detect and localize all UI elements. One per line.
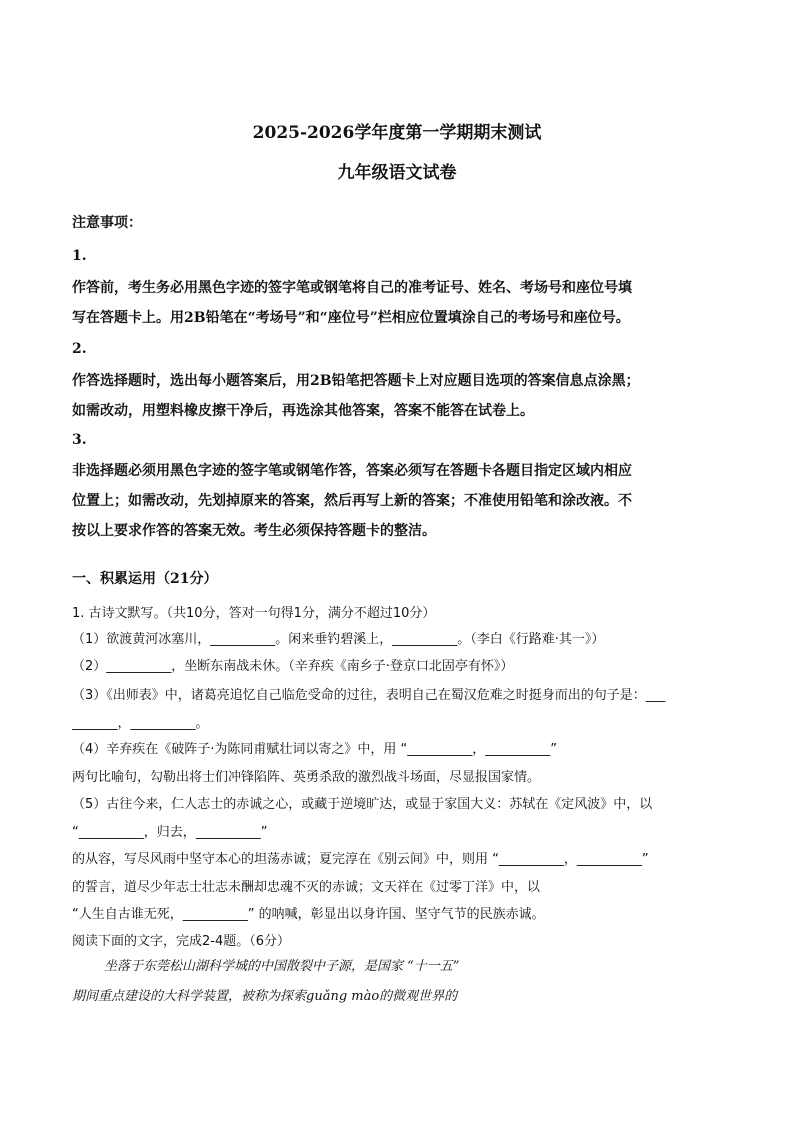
exam-subtitle: 九年级语文试卷 [337, 163, 457, 183]
question-line: （3）《出师表》中，诸葛亮追忆自己临危受命的过往，表明自己在蜀汉危难之时挺身而出的句子是：___ [72, 688, 666, 703]
notice-number-1: 1. [72, 248, 87, 264]
question-line: 阅读下面的文字，完成2-4题。（6分） [72, 934, 291, 949]
question-line: 两句比喻句，勾勒出将士们冲锋陷阵、英勇杀敌的激烈战斗场面，尽显报国家情。 [72, 770, 541, 785]
notice-number-2: 2. [72, 341, 87, 357]
passage-line: 坐落于东莞松山湖科学城的中国散裂中子源，是国家 “十一五” [104, 959, 460, 974]
question-line: （2）__________，坐断东南战未休。（辛弃疾《南乡子·登京口北固亭有怀》） [72, 659, 514, 674]
notice-line: 非选择题必须用黑色字迹的签字笔或钢笔作答，答案必须写在答题卡各题目指定区域内相应 [72, 463, 632, 479]
question-line: _______，__________。 [72, 716, 209, 731]
question-line: 的从容，写尽风雨中坚守本心的坦荡赤诚；夏完淳在《别云间》中，则用 “__________，__________” [72, 852, 649, 867]
notice-number-3: 3. [72, 432, 87, 448]
notice-heading: 注意事项： [72, 215, 142, 231]
notice-line: 写在答题卡上。用2B铅笔在“考场号”和“座位号”栏相应位置填涂自己的考场号和座位号。 [72, 310, 630, 326]
question-line: （1）欲渡黄河冰塞川，__________。闲来垂钓碧溪上，__________。（李白《行路难·其一》） [72, 632, 605, 647]
passage-line: 期间重点建设的大科学装置，被称为探索guǎng mào的微观世界的 [72, 989, 458, 1004]
question-line: （4）辛弃疾在《破阵子·为陈同甫赋壮词以寄之》中，用 “__________，__________” [72, 742, 558, 757]
question-line: 的誓言，道尽少年志士壮志未酬却忠魂不灭的赤诚；文天祥在《过零丁洋》中，以 [72, 880, 541, 895]
question-line: （5）古往今来，仁人志士的赤诚之心，或藏于逆境旷达，或显于家国大义：苏轼在《定风波》中，以 [72, 797, 653, 812]
section-heading: 一、积累运用（21分） [72, 571, 218, 587]
notice-line: 如需改动，用塑料橡皮擦干净后，再选涂其他答案，答案不能答在试卷上。 [72, 403, 534, 419]
notice-line: 位置上；如需改动，先划掉原来的答案，然后再写上新的答案；不准使用铅笔和涂改液。不 [72, 493, 632, 509]
question-line: “__________，归去，__________” [72, 825, 268, 840]
notice-line: 作答前，考生务必用黑色字迹的签字笔或钢笔将自己的准考证号、姓名、考场号和座位号填 [72, 280, 632, 296]
question-line: 1. 古诗文默写。（共10分，答对一句得1分，满分不超过10分） [72, 606, 436, 621]
question-line: “人生自古谁无死，__________” 的呐喊，彰显出以身许国、坚守气节的民族赤诚。 [72, 907, 545, 922]
notice-line: 作答选择题时，选出每小题答案后，用2B铅笔把答题卡上对应题目选项的答案信息点涂黑； [72, 373, 640, 389]
notice-line: 按以上要求作答的答案无效。考生必须保持答题卡的整洁。 [72, 523, 436, 539]
exam-title: 2025-2026学年度第一学期期末测试 [252, 123, 542, 143]
